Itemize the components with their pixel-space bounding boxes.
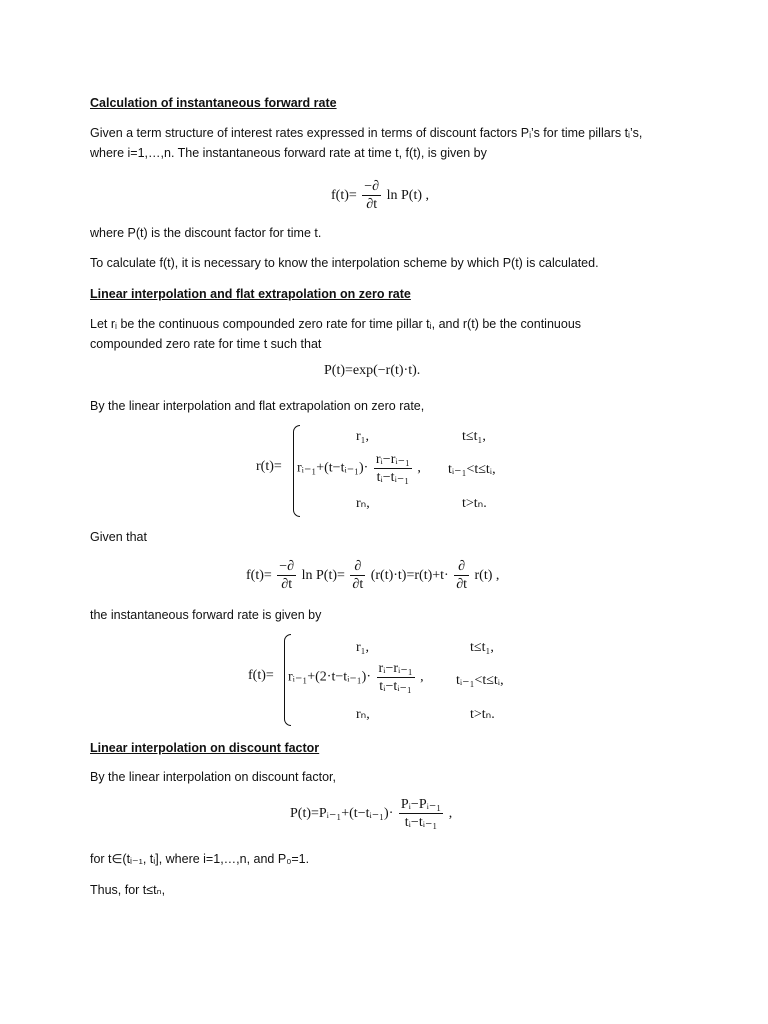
eq5-lhs: f(t)= — [248, 668, 274, 683]
eq4-fraction-3 — [454, 558, 469, 593]
eq6-fraction — [399, 796, 443, 831]
intro-paragraph — [90, 123, 678, 163]
eq4-denominator-3: ∂t — [456, 577, 468, 592]
zero-rate-line-2: compounded zero rate for time t such that — [90, 337, 322, 351]
eq1-numerator: −∂ — [364, 179, 380, 194]
eq3-case2-denominator: tᵢ−tᵢ₋₁ — [376, 470, 410, 485]
thus-line: Thus, for t≤tₙ, — [90, 883, 166, 897]
eq4-part-b: ln P(t)= — [301, 567, 345, 583]
eq6-comma: , — [448, 805, 453, 821]
eq4-numerator-1: −∂ — [279, 559, 295, 574]
eq3-case2-comma: , — [417, 460, 421, 476]
interval-condition: for t∈(tᵢ₋₁, tᵢ], where i=1,…,n, and P₀=1. — [90, 852, 310, 866]
eq5-case3-value: rₙ, — [356, 707, 370, 722]
discount-interp-intro: By the linear interpolation on discount factor, — [90, 770, 336, 784]
eq4-numerator-2: ∂ — [350, 558, 365, 576]
eq4-numerator-3: ∂ — [454, 558, 469, 576]
intro-line-2: where i=1,…,n. The instantaneous forward rate at time t, f(t), is given by — [90, 146, 487, 160]
eq5-case2-fraction — [377, 660, 415, 695]
eq3-case1-value: r₁, — [356, 429, 370, 444]
eq4-fraction-2 — [350, 558, 365, 593]
eq3-case2-fraction — [374, 451, 412, 486]
eq4-part-e: r(t) , — [474, 567, 500, 583]
equation-zero-rate-piecewise — [256, 425, 536, 520]
eq4-part-c: (r(t)·t)=r(t)+t· — [370, 567, 449, 583]
eq5-case2-denominator: tᵢ−tᵢ₋₁ — [379, 679, 412, 694]
eq5-case1-value: r₁, — [356, 640, 370, 655]
zero-rate-paragraph — [90, 314, 678, 354]
eq5-case2-numerator: rᵢ−rᵢ₋₁ — [378, 661, 413, 676]
heading-linear-discount: Linear interpolation on discount factor — [90, 741, 320, 755]
eq1-lhs: f(t)= — [331, 187, 357, 203]
equation-discount-exp: P(t)=exp(−r(t)·t). — [324, 363, 421, 378]
eq1-denominator: ∂t — [366, 197, 378, 212]
equation-forward-rate-definition — [331, 178, 429, 213]
eq5-case2-condition: tᵢ₋₁<t≤tᵢ, — [456, 673, 504, 688]
eq3-lhs: r(t)= — [256, 459, 282, 474]
eq4-part-a: f(t)= — [246, 567, 272, 583]
eq5-case2-value — [288, 660, 424, 695]
eq1-rhs: ln P(t) , — [386, 187, 429, 203]
zero-rate-line-1: Let rᵢ be the continuous compounded zero rate for time pillar tᵢ, and r(t) be the continuous — [90, 317, 582, 331]
eq6-prefix: P(t)=Pᵢ₋₁+(t−tᵢ₋₁)· — [290, 806, 394, 821]
eq6-numerator: Pᵢ−Pᵢ₋₁ — [400, 797, 442, 812]
equation-forward-piecewise — [248, 634, 538, 729]
eq6-denominator: tᵢ−tᵢ₋₁ — [404, 815, 438, 830]
forward-rate-intro: the instantaneous forward rate is given by — [90, 608, 322, 622]
eq3-case1-condition: t≤t₁, — [462, 429, 486, 444]
eq3-case2-prefix: rᵢ₋₁+(t−tᵢ₋₁)· — [297, 460, 369, 476]
equation-forward-derivation — [246, 558, 499, 593]
eq3-case3-condition: t>tₙ. — [462, 496, 487, 511]
eq3-case3-value: rₙ, — [356, 496, 370, 511]
eq5-case3-condition: t>tₙ. — [470, 707, 495, 722]
given-that: Given that — [90, 530, 147, 544]
interpolation-note: To calculate f(t), it is necessary to know the interpolation scheme by which P(t) is calculated. — [90, 256, 599, 270]
eq3-case2-numerator: rᵢ−rᵢ₋₁ — [375, 452, 410, 467]
discount-factor-note: where P(t) is the discount factor for time t. — [90, 226, 322, 240]
heading-linear-zero-rate: Linear interpolation and flat extrapolation on zero rate — [90, 287, 411, 301]
eq3-case2-value — [297, 451, 421, 486]
eq4-denominator-1: ∂t — [281, 577, 293, 592]
zero-rate-interp-intro: By the linear interpolation and flat extrapolation on zero rate, — [90, 399, 425, 413]
heading-forward-rate: Calculation of instantaneous forward rate — [90, 96, 337, 110]
intro-line-1: Given a term structure of interest rates expressed in terms of discount factors Pᵢ’s for time pillars tᵢ’s, — [90, 126, 643, 140]
equation-discount-interp — [290, 796, 452, 831]
eq3-case2-condition: tᵢ₋₁<t≤tᵢ, — [448, 462, 496, 477]
eq5-case2-comma: , — [420, 669, 424, 685]
eq5-case1-condition: t≤t₁, — [470, 640, 494, 655]
eq4-denominator-2: ∂t — [352, 577, 364, 592]
eq5-case2-prefix: rᵢ₋₁+(2·t−tᵢ₋₁)· — [288, 669, 372, 685]
eq1-fraction — [362, 178, 381, 213]
eq4-fraction-1 — [277, 558, 296, 593]
